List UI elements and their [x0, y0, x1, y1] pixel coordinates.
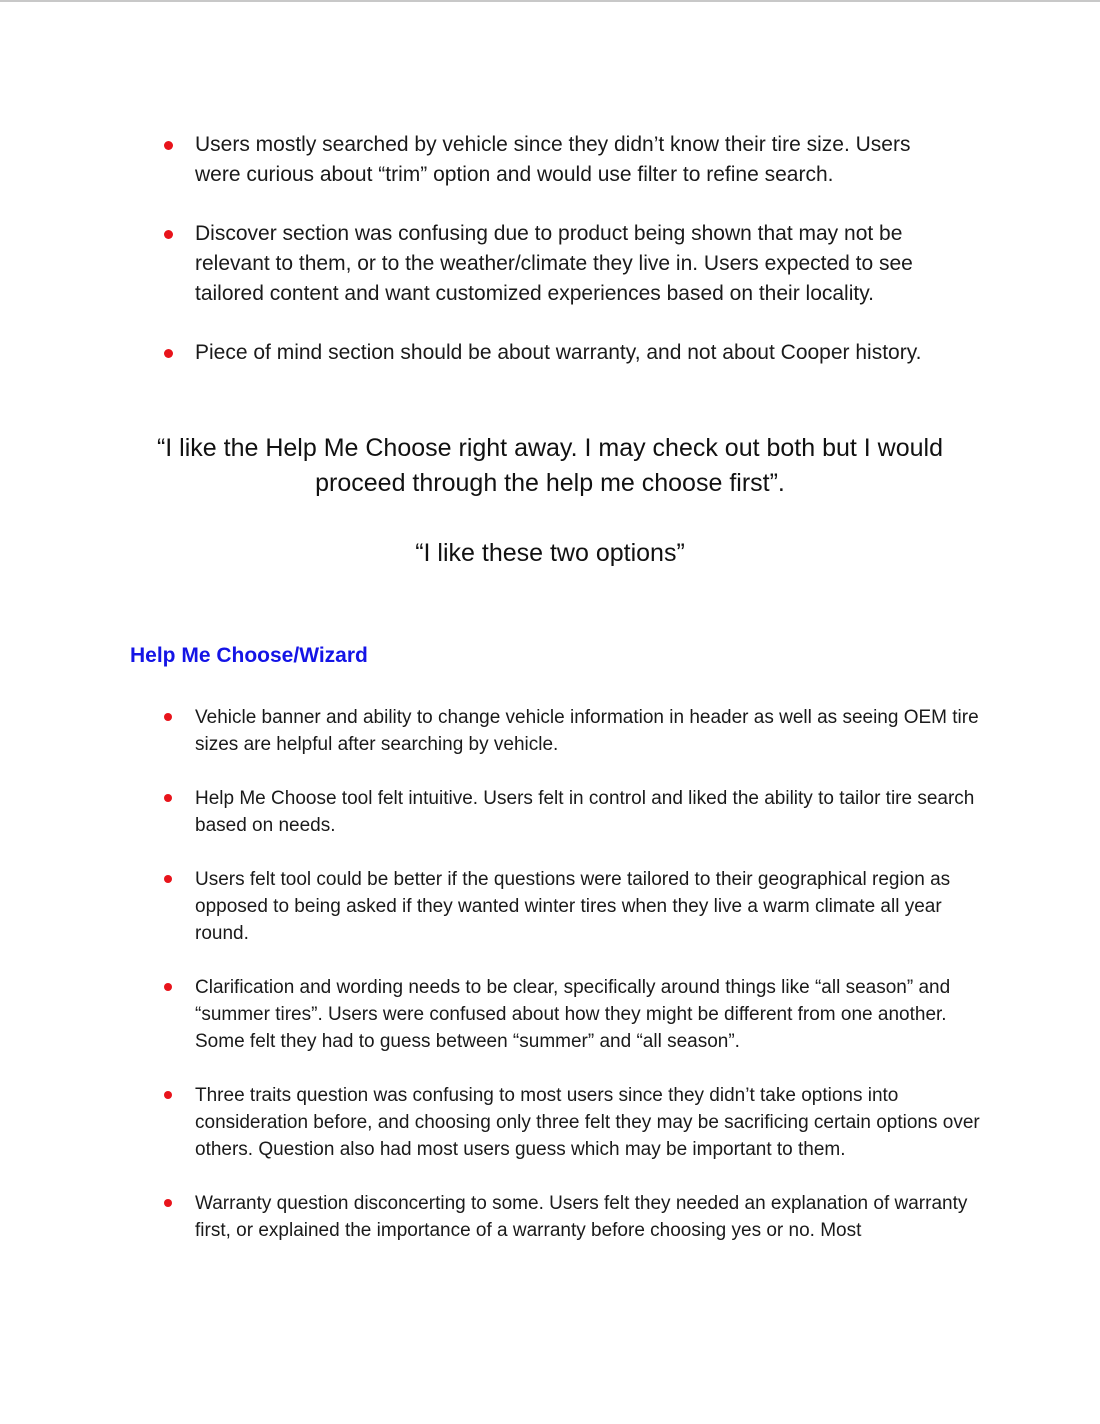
bullet-icon — [164, 141, 173, 150]
list-item — [0, 704, 1100, 758]
bullet-icon — [164, 875, 172, 883]
bullet-icon — [164, 230, 173, 239]
findings-list-2 — [0, 704, 1100, 1271]
bullet-text: Users mostly searched by vehicle since they didn’t know their tire size. Users were curious about “trim” option and would use filter to refine search. — [195, 133, 911, 186]
bullet-text: Warranty question disconcerting to some. Users felt they needed an explanation of warranty first, or explained the importance of a warranty before choosing yes or no. Most — [195, 1193, 968, 1241]
list-item — [0, 338, 1100, 368]
bullet-icon — [164, 1091, 172, 1099]
list-item — [0, 130, 1100, 190]
findings-list-1 — [0, 130, 1100, 397]
bullet-text: Users felt tool could be better if the questions were tailored to their geographical region as opposed to being asked if they wanted winter tires when they live a warm climate all year round. — [195, 869, 951, 944]
bullet-text: Vehicle banner and ability to change vehicle information in header as well as seeing OEM tire sizes are helpful after searching by vehicle. — [195, 707, 979, 755]
bullet-icon — [164, 349, 173, 358]
bullet-text: Clarification and wording needs to be clear, specifically around things like “all season” and “summer tires”. Users were confused about how they might be different from one another. Some felt they had to guess between “summer” and “all season”. — [195, 977, 951, 1052]
page-top-border — [0, 0, 1100, 2]
bullet-text: Three traits question was confusing to most users since they didn’t take options into consideration before, and choosing only three felt they may be sacrificing certain options over others. Question also had most users guess which may be important to them. — [195, 1085, 980, 1160]
list-item — [0, 974, 1100, 1055]
list-item — [0, 1082, 1100, 1163]
section-heading: Help Me Choose/Wizard — [130, 644, 368, 667]
user-quote: “I like these two options” — [415, 539, 685, 567]
bullet-icon — [164, 1199, 172, 1207]
bullet-icon — [164, 713, 172, 721]
list-item — [0, 785, 1100, 839]
user-quote: “I like the Help Me Choose right away. I may check out both but I would proceed through the help me choose first”. — [156, 434, 944, 497]
bullet-text: Discover section was confusing due to product being shown that may not be relevant to them, or to the weather/climate they live in. Users expected to see tailored content and want customized experiences based on their locality. — [195, 222, 913, 305]
bullet-text: Help Me Choose tool felt intuitive. Users felt in control and liked the ability to tailor tire search based on needs. — [195, 788, 975, 836]
list-item — [0, 219, 1100, 309]
list-item — [0, 1190, 1100, 1244]
list-item — [0, 866, 1100, 947]
bullet-icon — [164, 794, 172, 802]
bullet-text: Piece of mind section should be about warranty, and not about Cooper history. — [195, 341, 922, 364]
bullet-icon — [164, 983, 172, 991]
